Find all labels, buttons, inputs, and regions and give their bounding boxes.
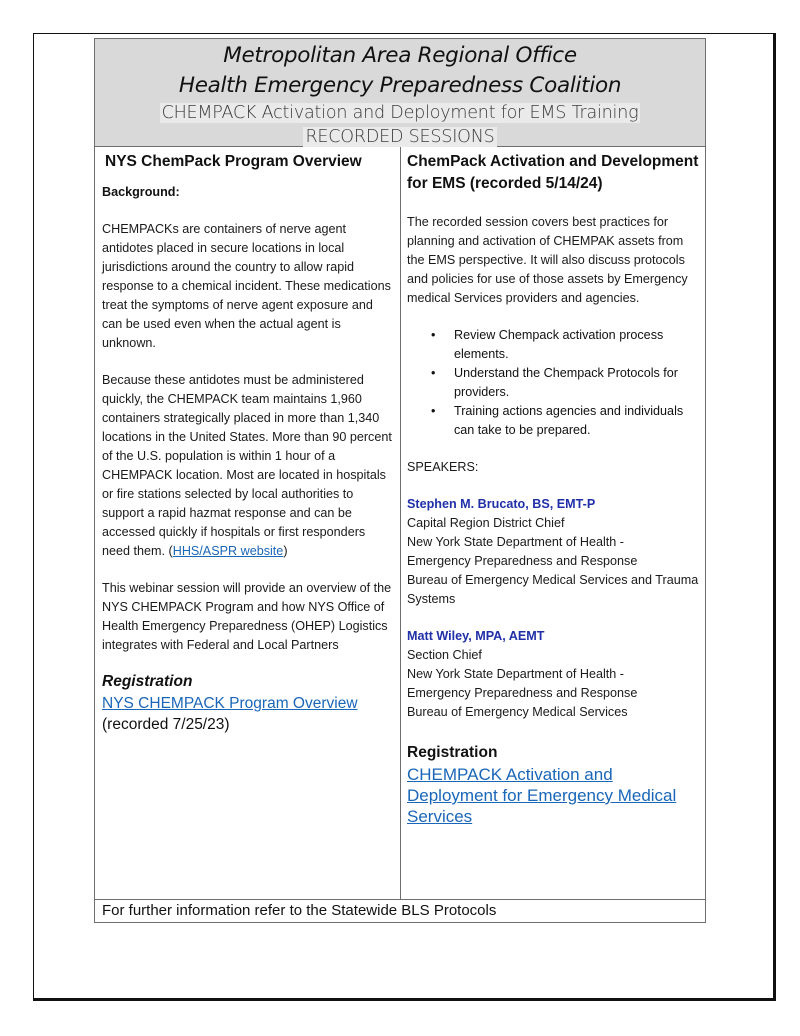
background-label: Background: <box>102 185 180 199</box>
flyer-header <box>95 39 705 147</box>
speaker-name: Matt Wiley, MPA, AEMT <box>407 629 545 643</box>
header-coalition-title: Health Emergency Preparedness Coalition <box>178 73 622 98</box>
speaker-name: Stephen M. Brucato, BS, EMT-P <box>407 497 596 511</box>
speaker-line: New York State Department of Health - <box>407 667 625 681</box>
speaker-line: Bureau of Emergency Medical Services and Trauma Systems <box>407 573 699 606</box>
recorded-date-note: (recorded 7/25/23) <box>102 716 230 733</box>
speaker-line: Section Chief <box>407 648 482 662</box>
footer-note: For further information refer to the Statewide BLS Protocols <box>95 899 705 922</box>
speaker-line: Capital Region District Chief <box>407 516 565 530</box>
objective-item: • Review Chempack activation process elements. <box>454 326 699 364</box>
header-training-title: CHEMPACK Activation and Deployment for EMS Training <box>161 103 639 123</box>
session-intro: The recorded session covers best practices for planning and activation of CHEMPAK assets from the EMS perspective. It will also discuss protocols and policies for use of those assets by Emergency medical Services providers and agencies. <box>407 215 688 305</box>
speaker-block <box>407 627 699 722</box>
nys-chempack-overview-link[interactable]: NYS CHEMPACK Program Overview <box>102 695 358 712</box>
speaker-line: Bureau of Emergency Medical Services <box>407 705 628 719</box>
header-org-title: Metropolitan Area Regional Office <box>223 43 577 68</box>
webinar-description: This webinar session will provide an overview of the NYS CHEMPACK Program and how NYS Office of Health Emergency Preparedness (OHEP) Logistics integrates with Federal and Local Partners <box>102 581 392 652</box>
speaker-line: New York State Department of Health - <box>407 535 625 549</box>
objective-item: • Training actions agencies and individuals can take to be prepared. <box>454 402 699 440</box>
speaker-line: Emergency Preparedness and Response <box>407 554 638 568</box>
background-paragraph-1: CHEMPACKs are containers of nerve agent antidotes placed in secure locations in local jurisdictions around the country to allow rapid response to a chemical incident. These medications treat the symptoms of nerve agent exposure and can be used even when the actual agent is unknown. <box>102 222 391 350</box>
speaker-line: Emergency Preparedness and Response <box>407 686 638 700</box>
speakers-label: SPEAKERS: <box>407 460 479 474</box>
session-objectives-list <box>407 326 699 440</box>
right-column-title: ChemPack Activation and Development for EMS (recorded 5/14/24) <box>407 153 699 192</box>
header-recorded-sessions: RECORDED SESSIONS <box>305 127 495 147</box>
background-paragraph-2: Because these antidotes must be administered quickly, the CHEMPACK team maintains 1,960 containers strategically placed in more than 1,340 locations in the United States. More than 90 percent of the U.S. population is within 1 hour of a CHEMPACK location. Most are located in hospitals or fire stations selected by local authorities to support a rapid hazmat response and can be accessed quickly if hospitals or first responders need them. (HHS/ASPR website) <box>102 373 392 558</box>
left-column-title: NYS ChemPack Program Overview <box>105 153 362 170</box>
right-column <box>401 147 705 899</box>
left-registration-label: Registration <box>102 673 193 690</box>
hhs-aspr-website-link[interactable]: HHS/ASPR website <box>172 544 284 558</box>
speaker-block <box>407 495 699 609</box>
chempack-ems-registration-link[interactable]: CHEMPACK Activation and Deployment for Emergency Medical Services <box>407 765 677 826</box>
left-column <box>95 147 401 899</box>
right-registration-label: Registration <box>407 744 498 761</box>
flyer-table <box>94 38 706 923</box>
objective-item: • Understand the Chempack Protocols for providers. <box>454 364 699 402</box>
content-columns <box>95 147 705 899</box>
